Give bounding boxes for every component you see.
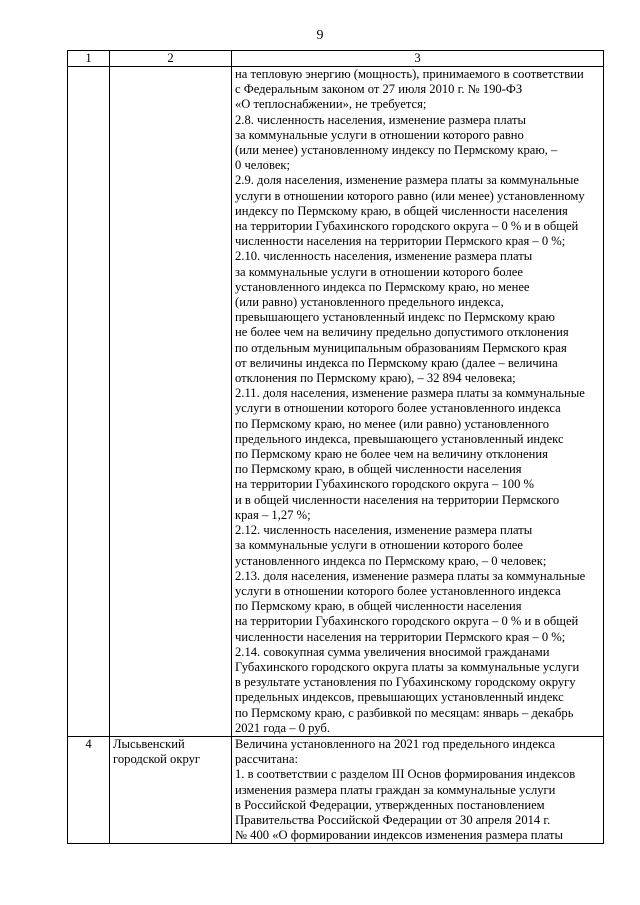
text-line: по Пермскому краю, в общей численности населения <box>235 599 522 614</box>
header-cell-2: 2 <box>110 51 232 67</box>
municipality-cell <box>110 67 232 737</box>
text-line: № 400 «О формировании индексов изменения размера платы <box>235 828 563 843</box>
text-line: (или менее) установленному индексу по Пермскому краю, – <box>235 143 558 158</box>
text-line: за коммунальные услуги в отношении которого равно <box>235 127 524 142</box>
text-line: по Пермскому краю, но менее (или равно) установленного <box>235 416 550 431</box>
text-line: 2.14. совокупная сумма увеличения вносимой гражданами <box>235 644 550 659</box>
text-line: «О теплоснабжении», не требуется; <box>235 97 427 112</box>
text-line: края – 1,27 %; <box>235 507 311 522</box>
text-line: численности населения на территории Пермского края – 0 %; <box>235 629 566 644</box>
text-line: Правительства Российской Федерации от 30 апреля 2014 г. <box>235 812 551 827</box>
text-line: услуги в отношении которого более установленного индекса <box>235 583 561 598</box>
text-line: предельных индексов, превышающих установленный индекс <box>235 690 564 705</box>
header-cell-3: 3 <box>232 51 604 67</box>
text-line: Губахинского городского округа платы за коммунальные услуги <box>235 659 580 674</box>
text-line: индексу по Пермскому краю, в общей численности населения <box>235 203 568 218</box>
text-line: по отдельным муниципальным образованиям Пермского края <box>235 340 567 355</box>
text-line: городской округ <box>113 752 201 767</box>
text-line: на территории Губахинского городского округа – 0 % и в общей <box>235 614 579 629</box>
municipality-cell <box>110 736 232 843</box>
text-line: (или равно) установленного предельного индекса, <box>235 295 504 310</box>
text-line: Величина установленного на 2021 год предельного индекса <box>235 736 556 751</box>
text-line: 2.8. численность населения, изменение размера платы <box>235 112 526 127</box>
text-line: за коммунальные услуги в отношении которого более <box>235 264 523 279</box>
text-line: по Пермскому краю не более чем на величину отклонения <box>235 447 548 462</box>
text-line: 1. в соответствии с разделом III Основ формирования индексов <box>235 767 576 782</box>
row-number-cell: 4 <box>68 736 110 843</box>
text-line: 2021 года – 0 руб. <box>235 720 330 735</box>
text-line: услуги в отношении которого более установленного индекса <box>235 401 561 416</box>
text-line: с Федеральным законом от 27 июля 2010 г. № 190-ФЗ <box>235 82 523 97</box>
text-line: 2.9. доля населения, изменение размера платы за коммунальные <box>235 173 579 188</box>
text-line: на территории Губахинского городского округа – 100 % <box>235 477 535 492</box>
table-row-continuation <box>68 67 604 737</box>
text-line: за коммунальные услуги в отношении которого более <box>235 538 523 553</box>
row-number-cell <box>68 67 110 737</box>
text-line: услуги в отношении которого равно (или менее) установленному <box>235 188 585 203</box>
text-line: изменения размера платы граждан за коммунальные услуги <box>235 782 556 797</box>
description-cell <box>232 67 604 737</box>
text-line: рассчитана: <box>235 752 298 767</box>
text-line: отклонения по Пермскому краю), – 32 894 человека; <box>235 371 516 386</box>
text-line: численности населения на территории Пермского края – 0 %; <box>235 234 566 249</box>
text-line: по Пермскому краю, в общей численности населения <box>235 462 522 477</box>
table-header-row <box>68 51 604 67</box>
text-line: в Российской Федерации, утвержденных постановлением <box>235 797 545 812</box>
text-line: 2.11. доля населения, изменение размера платы за коммунальные <box>235 386 585 401</box>
text-line: на тепловую энергию (мощность), принимаемого в соответствии <box>235 67 584 81</box>
text-line: не более чем на величину предельно допустимого отклонения <box>235 325 569 340</box>
text-line: 2.13. доля населения, изменение размера платы за коммунальные <box>235 568 586 583</box>
text-line: установленного индекса по Пермскому краю, но менее <box>235 279 530 294</box>
text-line: предельного индекса, превышающего установленный индекс <box>235 431 564 446</box>
text-line: 2.10. численность населения, изменение размера платы <box>235 249 533 264</box>
text-line: по Пермскому краю, с разбивкой по месяцам: январь – декабрь <box>235 705 574 720</box>
document-table <box>67 50 604 844</box>
text-line: Лысьвенский <box>113 736 185 751</box>
text-line: от величины индекса по Пермскому краю (далее – величина <box>235 355 558 370</box>
text-line: 0 человек; <box>235 158 291 173</box>
text-line: на территории Губахинского городского округа – 0 % и в общей <box>235 219 579 234</box>
text-line: превышающего установленный индекс по Пермскому краю <box>235 310 555 325</box>
table-row-4 <box>68 736 604 843</box>
description-cell <box>232 736 604 843</box>
text-line: в результате установления по Губахинскому городскому округу <box>235 675 576 690</box>
text-line: 2.12. численность населения, изменение размера платы <box>235 523 533 538</box>
header-cell-1: 1 <box>68 51 110 67</box>
text-line: установленного индекса по Пермскому краю, – 0 человек; <box>235 553 547 568</box>
page-number: 9 <box>316 28 324 43</box>
text-line: и в общей численности населения на территории Пермского <box>235 492 560 507</box>
